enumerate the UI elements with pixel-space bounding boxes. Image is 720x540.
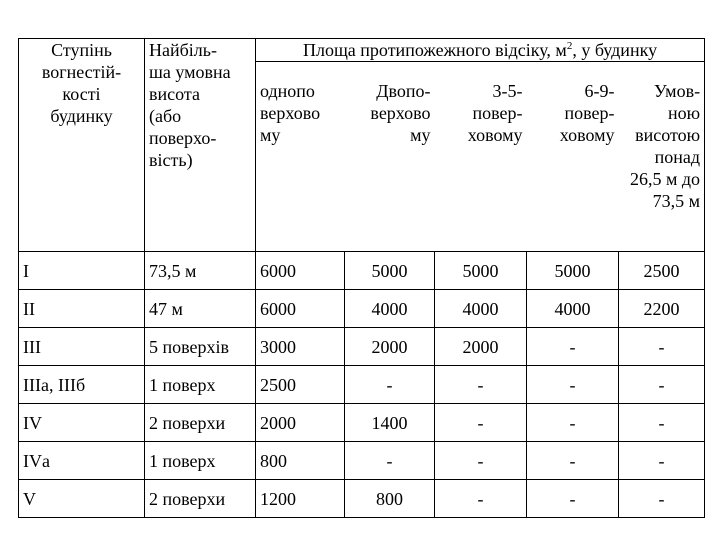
header-6-9-storey: 6-9- повер- ховому	[527, 62, 619, 252]
cell-area-conditional-height: 2500	[619, 252, 705, 290]
cell-area-3-5-storey: 5000	[435, 252, 527, 290]
header-compartment-area	[256, 39, 705, 62]
cell-area-conditional-height: -	[619, 442, 705, 480]
header-row-top	[19, 39, 705, 62]
cell-area-6-9-storey: -	[527, 366, 619, 404]
cell-area-two-storey: -	[345, 442, 435, 480]
cell-height: 5 поверхів	[145, 328, 256, 366]
table-row	[19, 252, 705, 290]
cell-area-one-storey: 800	[256, 442, 345, 480]
cell-degree: I	[19, 252, 145, 290]
table-row	[19, 404, 705, 442]
header-two-storey: Двопо- верхово му	[345, 62, 435, 252]
cell-area-one-storey: 3000	[256, 328, 345, 366]
cell-area-conditional-height: 2200	[619, 290, 705, 328]
cell-area-6-9-storey: 5000	[527, 252, 619, 290]
cell-area-one-storey: 6000	[256, 290, 345, 328]
cell-degree: IIIа, IIIб	[19, 366, 145, 404]
cell-area-one-storey: 1200	[256, 480, 345, 518]
header-area-prefix: Площа протипожежного відсіку, м	[302, 40, 567, 60]
cell-area-3-5-storey: -	[435, 404, 527, 442]
cell-area-6-9-storey: -	[527, 480, 619, 518]
cell-area-two-storey: 2000	[345, 328, 435, 366]
cell-area-conditional-height: -	[619, 366, 705, 404]
cell-area-two-storey: 1400	[345, 404, 435, 442]
cell-area-6-9-storey: 4000	[527, 290, 619, 328]
cell-height: 47 м	[145, 290, 256, 328]
cell-area-two-storey: 5000	[345, 252, 435, 290]
cell-height: 1 поверх	[145, 442, 256, 480]
cell-degree: IVа	[19, 442, 145, 480]
cell-degree: III	[19, 328, 145, 366]
cell-area-6-9-storey: -	[527, 404, 619, 442]
cell-height: 2 поверхи	[145, 404, 256, 442]
cell-area-conditional-height: -	[619, 480, 705, 518]
cell-area-6-9-storey: -	[527, 442, 619, 480]
cell-area-two-storey: 800	[345, 480, 435, 518]
cell-area-two-storey: -	[345, 366, 435, 404]
cell-area-3-5-storey: -	[435, 442, 527, 480]
fire-compartment-table	[18, 38, 705, 518]
header-one-storey: однопо верхово му	[256, 62, 345, 252]
cell-area-two-storey: 4000	[345, 290, 435, 328]
cell-area-6-9-storey: -	[527, 328, 619, 366]
cell-area-one-storey: 2000	[256, 404, 345, 442]
table-row	[19, 328, 705, 366]
header-area-superscript: 2	[566, 40, 573, 52]
cell-area-3-5-storey: -	[435, 480, 527, 518]
cell-height: 2 поверхи	[145, 480, 256, 518]
cell-degree: IV	[19, 404, 145, 442]
cell-area-conditional-height: -	[619, 404, 705, 442]
header-area-suffix: , у будинку	[572, 40, 658, 60]
cell-area-conditional-height: -	[619, 328, 705, 366]
table-row	[19, 366, 705, 404]
cell-degree: V	[19, 480, 145, 518]
table-row	[19, 480, 705, 518]
table-row	[19, 442, 705, 480]
cell-area-3-5-storey: 2000	[435, 328, 527, 366]
cell-degree: II	[19, 290, 145, 328]
header-3-5-storey: 3-5- повер- ховому	[435, 62, 527, 252]
cell-area-one-storey: 2500	[256, 366, 345, 404]
table-row	[19, 290, 705, 328]
cell-area-3-5-storey: 4000	[435, 290, 527, 328]
cell-area-3-5-storey: -	[435, 366, 527, 404]
header-fire-resistance-degree: Ступінь вогнестій- кості будинку	[19, 39, 145, 252]
cell-height: 73,5 м	[145, 252, 256, 290]
cell-area-one-storey: 6000	[256, 252, 345, 290]
cell-height: 1 поверх	[145, 366, 256, 404]
header-max-height: Найбіль- ша умовна висота (або поверхо- вість)	[145, 39, 256, 252]
header-conditional-height: Умов- ною висотою понад 26,5 м до 73,5 м	[619, 62, 705, 252]
